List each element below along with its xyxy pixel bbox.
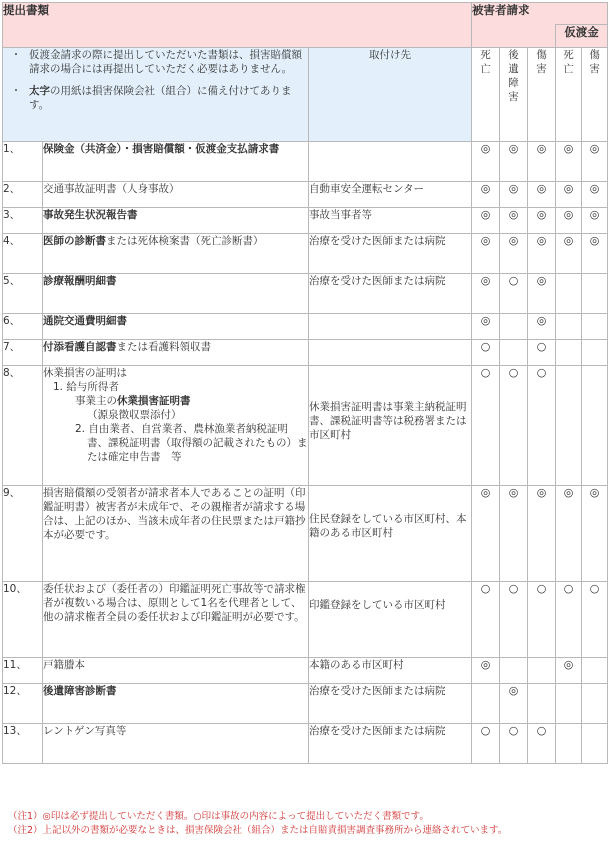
header-notes: [3, 48, 309, 142]
documents-table: [2, 2, 608, 764]
table-row: 9、 損害賠償額の受領者が請求者本人であることの証明（印鑑証明書）被害者が未成年で、その親権者が請求する場合は、上記のほか、当該未成年者の住民票または戸籍抄本が必要です。 住民登録をしている市区町村、本籍のある市区町村 ◎ ◎ ◎ ◎ ◎: [3, 486, 608, 582]
table-row: 8、 休業損害の証明は 1. 給与所得者 事業主の休業損害証明書 （源泉徴収票添付） 2. 自由業者、自営業者、農林漁業者納税証明書、課税証明書（取得額の記載されたもの）または確定申告書 等 休業損害証明書は事業主納税証明書、課税証明書等は税務署または市区町村 ○ ○ ○: [3, 366, 608, 486]
col-label-disability: 後遺障害: [500, 48, 528, 142]
table-row: 10、 委任状および（委任者の）印鑑証明死亡事故等で請求権者が複数いる場合は、原則として1名を代理者として、他の請求権者全員の委任状および印鑑証明が必要です。 印鑑登録をしている市区町村 ○ ○ ○ ○ ○: [3, 582, 608, 658]
note-item: ・ 太字の用紙は損害保険会社（組合）に備え付けてあります。: [10, 85, 292, 111]
table-row: 5、 診療報酬明細書 治療を受けた医師または病院 ◎ ○ ◎: [3, 274, 608, 314]
header-claim-group: 被害者請求: [472, 3, 608, 25]
table-row: 3、 事故発生状況報告書 事故当事者等 ◎ ◎ ◎ ◎ ◎: [3, 208, 608, 234]
footnote-2: （注2）上記以外の書類が必要なときは、損害保険会社（組合）または自賠責損害調査事務所から連絡されています。: [8, 825, 508, 836]
table-row: 12、 後遺障害診断書 治療を受けた医師または病院 ◎: [3, 684, 608, 724]
table-row: 2、 交通事故証明書（人身事故） 自動車安全運転センター ◎ ◎ ◎ ◎ ◎: [3, 182, 608, 208]
footnotes: [8, 810, 507, 838]
header-provisional-group: 仮渡金: [556, 25, 608, 48]
col-label-provisional-injury: 傷害: [582, 48, 608, 142]
table-row: 7、 付添看護自認書または看護料領収書 ○ ○: [3, 340, 608, 366]
table-row: 1、 保険金（共済金）・損害賠償額・仮渡金支払請求書 ◎ ◎ ◎ ◎ ◎: [3, 142, 608, 182]
footnote-1: （注1）◎印は必ず提出していただく書類。○印は事故の内容によって提出していただく書類です。: [8, 811, 429, 822]
note-item: ・ 仮渡金請求の際に提出していただいた書類は、損害賠償額請求の場合には再提出していただく必要はありません。: [10, 49, 302, 75]
header-title: 提出書類: [3, 3, 472, 48]
table-row: 6、 通院交通費明細書 ◎ ◎: [3, 314, 608, 340]
table-row: 4、 医師の診断書または死体検案書（死亡診断書） 治療を受けた医師または病院 ◎ ◎ ◎ ◎ ◎: [3, 234, 608, 274]
table-row: 11、 戸籍謄本 本籍のある市区町村 ◎ ◎: [3, 658, 608, 684]
header-destination: 取付け先: [309, 48, 472, 142]
col-label-death: 死亡: [472, 48, 500, 142]
table-row: 13、 レントゲン写真等 治療を受けた医師または病院 ○ ○ ○: [3, 724, 608, 764]
col-label-provisional-death: 死亡: [556, 48, 582, 142]
col-label-injury: 傷害: [528, 48, 556, 142]
